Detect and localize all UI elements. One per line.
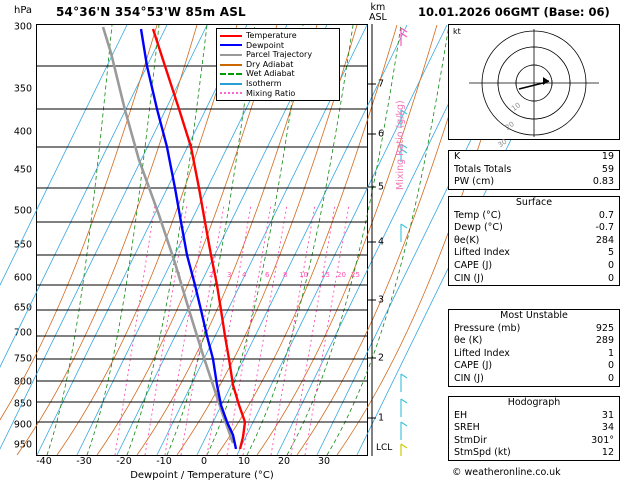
svg-text:3: 3 xyxy=(227,271,232,279)
legend-label: Isotherm xyxy=(246,78,282,88)
legend-item xyxy=(220,41,336,51)
row-name: CIN (J) xyxy=(454,272,484,284)
row-value: 925 xyxy=(595,322,614,334)
index-row xyxy=(449,151,619,164)
row-value: 1 xyxy=(607,347,614,359)
pressure-tick: 400 xyxy=(13,126,32,138)
pressure-tick: 550 xyxy=(13,239,32,251)
index-value: 0.83 xyxy=(592,176,614,188)
height-tick: 1 xyxy=(378,412,385,424)
height-axis-asl-label: ASL xyxy=(369,12,387,23)
pressure-tick: 350 xyxy=(13,83,32,95)
svg-text:30: 30 xyxy=(496,137,509,150)
surface-title: Surface xyxy=(515,197,553,208)
row-name: Lifted Index xyxy=(454,347,510,359)
most-unstable-title: Most Unstable xyxy=(500,310,568,321)
pressure-axis-unit: hPa xyxy=(14,5,33,16)
row-name: SREH xyxy=(454,422,480,434)
index-value: 19 xyxy=(601,151,614,162)
surface-row xyxy=(449,260,619,273)
mu-row xyxy=(449,360,619,373)
surface-row xyxy=(449,210,619,223)
row-name: CAPE (J) xyxy=(454,259,493,271)
pressure-tick: 650 xyxy=(13,302,32,314)
height-tick: 7 xyxy=(378,78,385,90)
row-value: -0.7 xyxy=(595,222,614,234)
svg-text:8: 8 xyxy=(283,271,288,279)
legend-item xyxy=(220,69,336,79)
mu-row xyxy=(449,335,619,348)
legend xyxy=(216,28,340,101)
row-name: CIN (J) xyxy=(454,372,484,384)
surface-row xyxy=(449,247,619,260)
index-row xyxy=(449,176,619,189)
index-value: 59 xyxy=(601,163,614,175)
legend-swatch-mixing-ratio xyxy=(220,92,242,94)
row-name: CAPE (J) xyxy=(454,360,493,372)
svg-text:4: 4 xyxy=(242,271,247,279)
pressure-tick: 800 xyxy=(13,376,32,388)
hodograph xyxy=(448,24,620,150)
lcl-marker-label: LCL xyxy=(376,443,393,453)
row-value: 0 xyxy=(607,272,614,284)
legend-swatch-wet-adiabat xyxy=(220,73,242,75)
legend-label: Parcel Trajectory xyxy=(246,50,313,60)
pressure-tick: 850 xyxy=(13,398,32,410)
row-name: θe (K) xyxy=(454,335,483,347)
temp-tick: 0 xyxy=(200,456,208,467)
row-name: Pressure (mb) xyxy=(454,322,521,334)
pressure-tick: 500 xyxy=(13,205,32,217)
temp-tick: 30 xyxy=(317,456,331,467)
index-name: PW (cm) xyxy=(454,176,495,188)
row-value: 0.7 xyxy=(598,209,614,221)
svg-text:10: 10 xyxy=(299,271,308,279)
mu-row xyxy=(449,348,619,361)
legend-label: Mixing Ratio xyxy=(246,88,296,98)
surface-row xyxy=(449,273,619,286)
pressure-tick: 700 xyxy=(13,327,32,339)
hodo-row xyxy=(449,422,619,435)
legend-label: Dewpoint xyxy=(246,40,285,50)
pressure-tick: 750 xyxy=(13,353,32,365)
row-name: StmDir xyxy=(454,434,487,446)
temp-tick: -30 xyxy=(76,456,92,467)
height-tick: 6 xyxy=(378,128,385,140)
surface-panel xyxy=(448,196,620,286)
row-value: 0 xyxy=(607,360,614,372)
svg-text:10: 10 xyxy=(510,101,523,113)
legend-swatch-dewpoint xyxy=(220,44,242,46)
row-value: 34 xyxy=(601,422,614,434)
legend-swatch-dry-adiabat xyxy=(220,64,242,66)
row-value: 31 xyxy=(601,409,614,421)
row-name: StmSpd (kt) xyxy=(454,447,511,459)
svg-text:2: 2 xyxy=(209,271,214,279)
height-tick: 2 xyxy=(378,352,385,364)
height-axis xyxy=(368,24,410,456)
svg-text:15: 15 xyxy=(321,271,330,279)
indices-panel xyxy=(448,150,620,190)
legend-swatch-isotherm xyxy=(220,83,242,85)
temp-tick: -40 xyxy=(36,456,52,467)
legend-label: Wet Adiabat xyxy=(246,69,295,79)
legend-label: Temperature xyxy=(246,31,297,40)
legend-swatch-temperature xyxy=(220,35,242,37)
index-row xyxy=(449,164,619,177)
row-value: 12 xyxy=(601,447,614,459)
temp-tick: 20 xyxy=(277,456,291,467)
legend-label: Dry Adiabat xyxy=(246,59,294,69)
hodo-row xyxy=(449,435,619,448)
legend-item xyxy=(220,60,336,70)
height-tick: 5 xyxy=(378,181,385,193)
hodo-row xyxy=(449,447,619,460)
row-value: 0 xyxy=(607,259,614,271)
hodo-row xyxy=(449,410,619,423)
pressure-tick: 600 xyxy=(13,272,32,284)
row-name: EH xyxy=(454,409,468,421)
svg-text:20: 20 xyxy=(503,120,516,132)
legend-item xyxy=(220,31,336,41)
temp-tick: -10 xyxy=(156,456,172,467)
pressure-tick: 900 xyxy=(13,419,32,431)
surface-row xyxy=(449,235,619,248)
copyright-notice: © weatheronline.co.uk xyxy=(452,467,561,478)
height-tick: 4 xyxy=(378,236,385,248)
row-value: 0 xyxy=(607,372,614,384)
row-value: 284 xyxy=(595,234,614,246)
svg-text:25: 25 xyxy=(351,271,360,279)
svg-text:1: 1 xyxy=(177,271,182,279)
surface-row xyxy=(449,222,619,235)
x-axis-title: Dewpoint / Temperature (°C) xyxy=(130,470,274,481)
temp-tick: -20 xyxy=(116,456,132,467)
height-tick: 3 xyxy=(378,294,385,306)
mixing-ratio-axis-title: Mixing Ratio (g/kg) xyxy=(395,100,406,190)
mu-row xyxy=(449,373,619,386)
legend-item xyxy=(220,79,336,89)
station-title: 54°36'N 354°53'W 85m ASL xyxy=(56,5,246,19)
legend-item xyxy=(220,89,336,99)
legend-item xyxy=(220,50,336,60)
svg-text:6: 6 xyxy=(265,271,270,279)
row-value: 301° xyxy=(591,434,614,446)
run-datetime: 10.01.2026 06GMT (Base: 06) xyxy=(418,5,610,19)
row-value: 5 xyxy=(607,247,614,259)
hodograph-stats-panel xyxy=(448,396,620,461)
row-name: Dewp (°C) xyxy=(454,222,503,234)
temp-tick: 10 xyxy=(237,456,251,467)
most-unstable-panel xyxy=(448,309,620,387)
row-value: 289 xyxy=(595,335,614,347)
height-axis-unit xyxy=(369,3,387,23)
hodograph-stats-title: Hodograph xyxy=(507,397,561,408)
pressure-tick: 450 xyxy=(13,164,32,176)
legend-swatch-parcel xyxy=(220,54,242,56)
index-name: Totals Totals xyxy=(454,163,512,175)
svg-text:20: 20 xyxy=(337,271,346,279)
row-name: Lifted Index xyxy=(454,247,510,259)
pressure-tick: 950 xyxy=(13,439,32,451)
row-name: Temp (°C) xyxy=(454,209,502,221)
temperature-axis-labels xyxy=(36,456,368,470)
index-name: K xyxy=(454,151,461,162)
height-axis-km-label: km xyxy=(370,2,386,13)
pressure-tick: 300 xyxy=(13,21,32,33)
row-name: θe(K) xyxy=(454,234,480,246)
hodograph-units-label: kt xyxy=(453,27,461,36)
mu-row xyxy=(449,323,619,336)
